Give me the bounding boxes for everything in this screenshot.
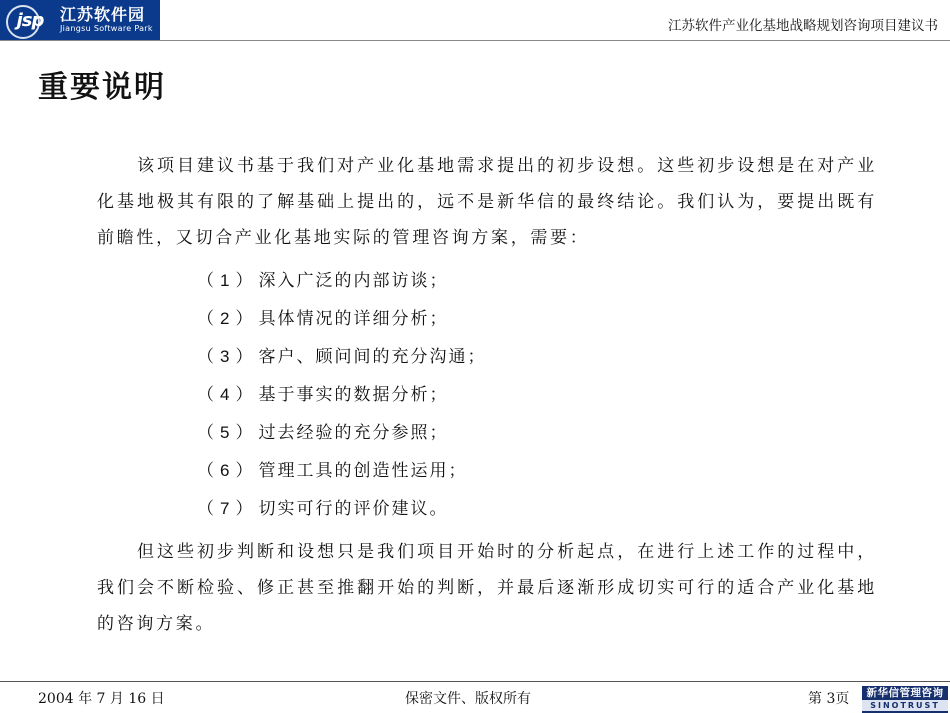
document-title: 江苏软件产业化基地战略规划咨询项目建议书 <box>668 18 938 34</box>
sinotrust-logo-en: SINOTRUST <box>862 700 948 711</box>
list-item-number: （4） <box>197 385 259 404</box>
list-item <box>197 376 877 414</box>
list-item <box>197 452 877 490</box>
list-item-text: 基于事实的数据分析； <box>258 385 449 405</box>
list-item-number: （2） <box>197 309 259 328</box>
logo-mark: jsp <box>4 3 56 37</box>
sinotrust-logo <box>862 686 948 713</box>
list-item-number: （7） <box>197 499 259 518</box>
list-item-text: 过去经验的充分参照； <box>258 423 449 443</box>
footer-divider <box>0 681 950 682</box>
list-item-text: 切实可行的评价建议。 <box>258 499 449 519</box>
list-item-number: （6） <box>197 461 259 480</box>
list-item-number: （1） <box>197 271 259 290</box>
list-item-number: （3） <box>197 347 259 366</box>
page-title: 重要说明 <box>38 70 166 105</box>
list-item <box>197 300 877 338</box>
logo-en-name: Jiangsu Software Park <box>60 24 153 33</box>
header <box>0 0 950 46</box>
sinotrust-logo-cn: 新华信管理咨询 <box>866 687 944 699</box>
logo-text <box>60 6 153 34</box>
list-item-text: 客户、顾问间的充分沟通； <box>258 347 487 367</box>
closing-paragraph: 但这些初步判断和设想只是我们项目开始时的分析起点，在进行上述工作的过程中，我们会不断检验、修正甚至推翻开始的判断，并最后逐渐形成切实可行的适合产业化基地的咨询方案。 <box>97 542 877 634</box>
list-item-text: 管理工具的创造性运用； <box>258 461 468 481</box>
list-item <box>197 338 877 376</box>
requirements-list <box>197 262 877 528</box>
intro-paragraph: 该项目建议书基于我们对产业化基地需求提出的初步设想。这些初步设想是在对产业化基地极其有限的了解基础上提出的，远不是新华信的最终结论。我们认为，要提出既有前瞻性，又切合产业化基地实际的管理咨询方案，需要： <box>97 156 877 248</box>
list-item-text: 深入广泛的内部访谈； <box>258 271 449 291</box>
footer-date: 2004 年 7 月 16 日 <box>38 691 165 707</box>
jiangsu-software-park-logo <box>0 0 160 40</box>
list-item <box>197 414 877 452</box>
header-divider <box>0 40 950 41</box>
list-item-number: （5） <box>197 423 259 442</box>
logo-cn-name: 江苏软件园 <box>60 5 146 24</box>
list-item <box>197 490 877 528</box>
page-number: 第 3页 <box>808 691 850 707</box>
list-item <box>197 262 877 300</box>
footer-confidential-notice: 保密文件、版权所有 <box>405 691 531 707</box>
main-content <box>97 148 877 642</box>
list-item-text: 具体情况的详细分析； <box>258 309 449 329</box>
